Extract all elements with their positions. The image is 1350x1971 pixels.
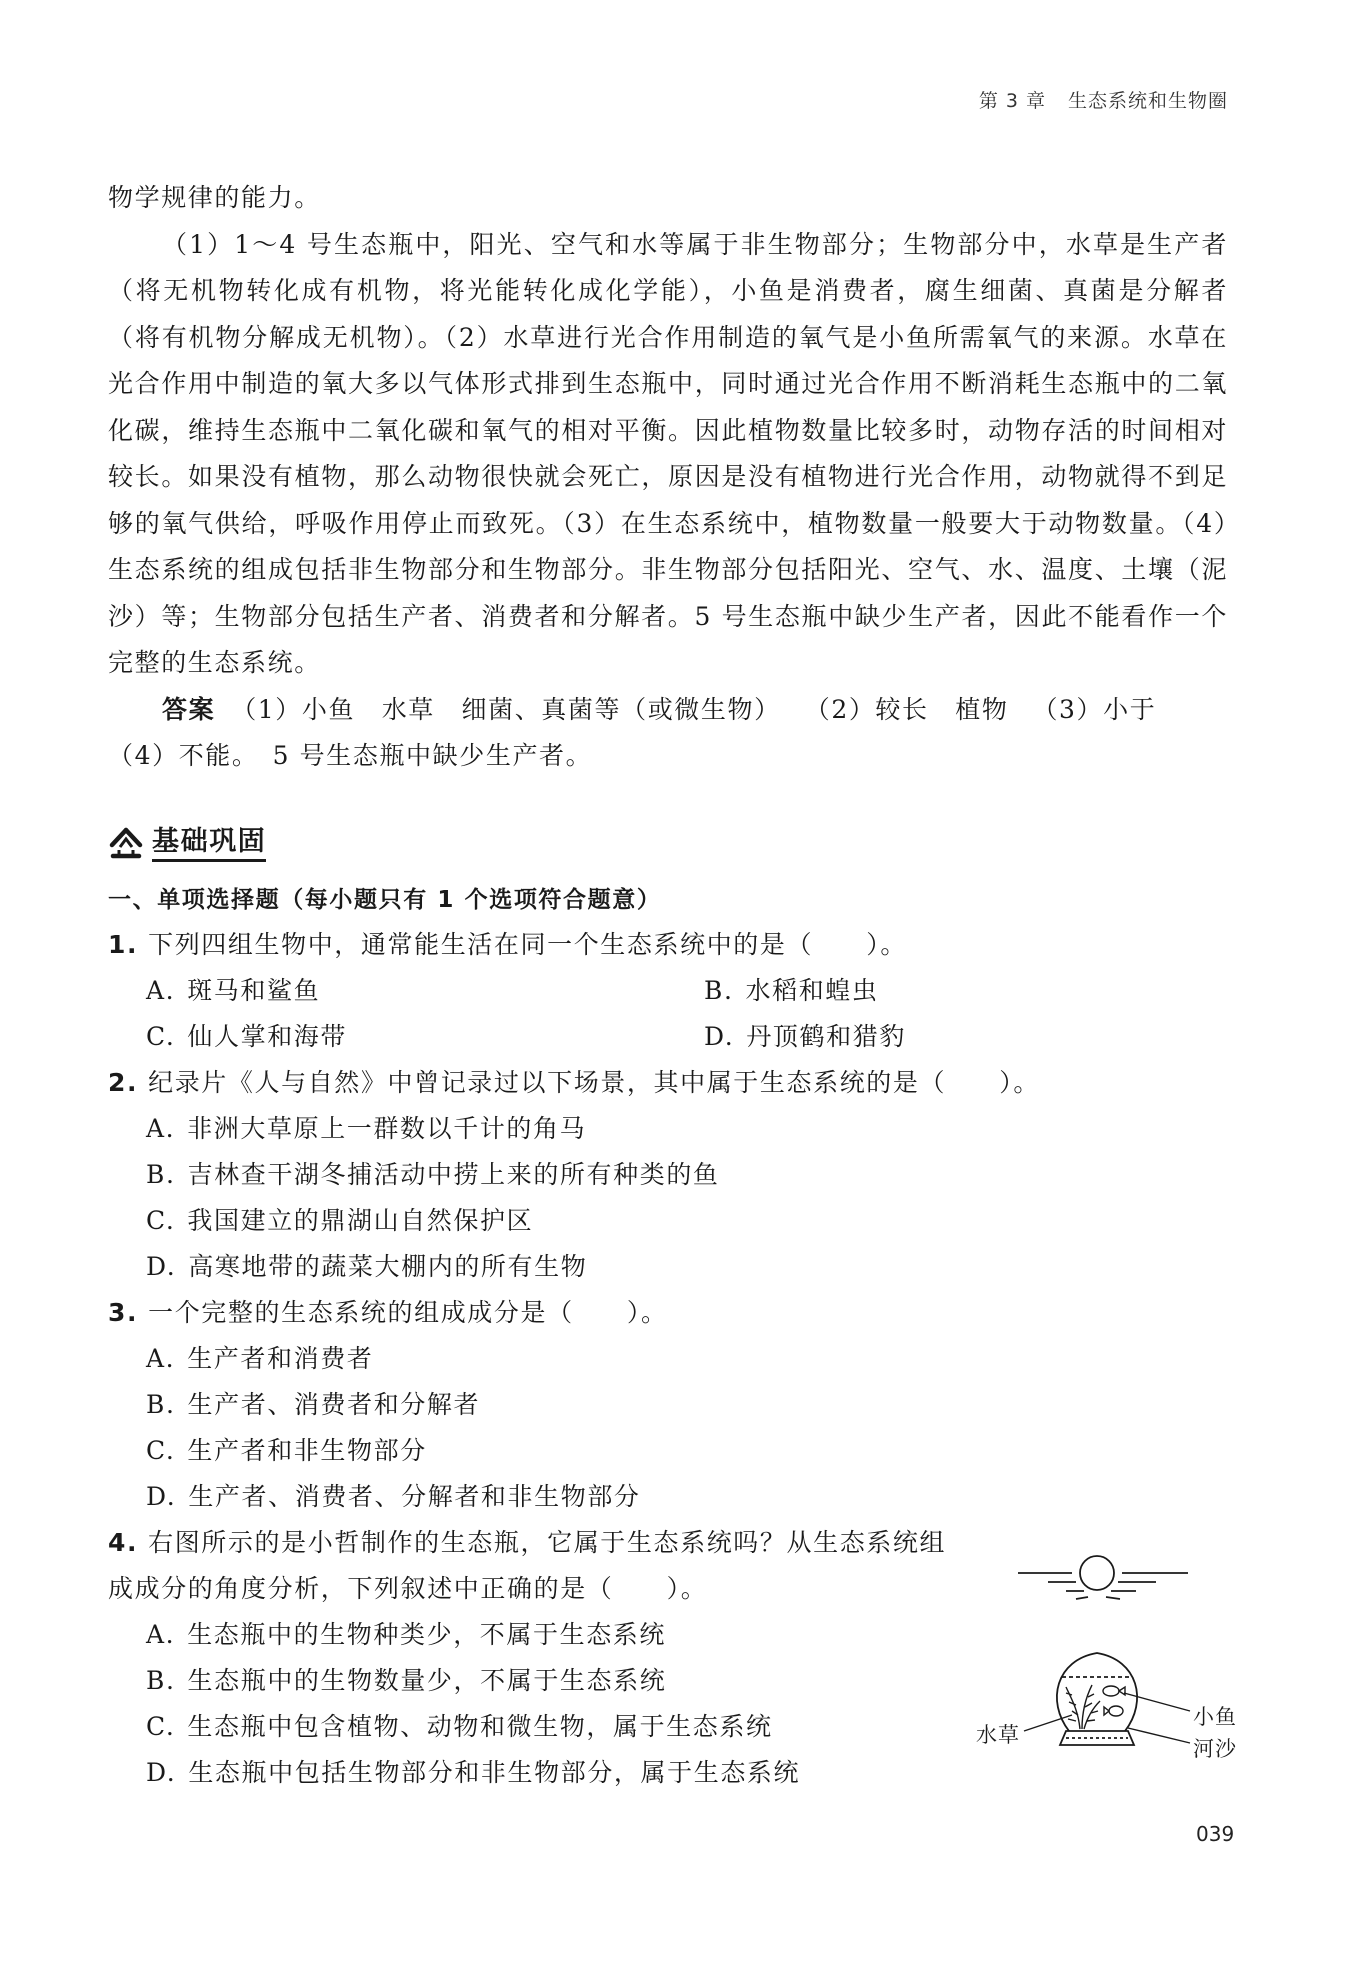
option-d[interactable]: D. 生产者、消费者、分解者和非生物部分: [146, 1481, 641, 1511]
options: [108, 968, 1228, 1060]
answer-part-2: （2）较长 植物: [804, 694, 1009, 724]
option-a[interactable]: A. 生产者和消费者: [146, 1343, 374, 1373]
section-title: 基础巩固: [152, 825, 266, 862]
question-1: [108, 922, 1228, 1060]
grass-pointer: [1024, 1715, 1072, 1731]
question-text: 右图所示的是小哲制作的生态瓶，它属于生态系统吗？从生态系统组成成分的角度分析，下列叙述中正确的是（ ）。: [108, 1527, 947, 1603]
question-stem: [108, 1520, 968, 1612]
option-d[interactable]: D. 丹顶鹤和猎豹: [704, 1021, 906, 1051]
chapter-title: 生态系统和生物圈: [1067, 90, 1228, 112]
option-c[interactable]: C. 生产者和非生物部分: [146, 1435, 427, 1465]
fish-pointer: [1124, 1693, 1190, 1711]
analysis-paragraph: （1）1～4 号生态瓶中，阳光、空气和水等属于非生物部分；生物部分中，水草是生产者（将无机物转化成有机物，将光能转化成化学能），小鱼是消费者，腐生细菌、真菌是分解者（将有机物分解成无机物）。（2）水草进行光合作用制造的氧气是小鱼所需氧气的来源。水草在光合作用中制造的氧大多以气体形式排到生态瓶中，同时通过光合作用不断消耗生态瓶中的二氧化碳，维持生态瓶中二氧化碳和氧气的相对平衡。因此植物数量比较多时，动物存活的时间相对较长。如果没有植物，那么动物很快就会死亡，原因是没有植物进行光合作用，动物就得不到足够的氧气供给，呼吸作用停止而致死。（3）在生态系统中，植物数量一般要大于动物数量。（4）生态系统的组成包括非生物部分和生物部分。非生物部分包括阳光、空气、水、温度、土壤（泥沙）等；生物部分包括生产者、消费者和分解者。5 号生态瓶中缺少生产者，因此不能看作一个完整的生态系统。: [108, 229, 1228, 677]
option-d[interactable]: D. 高寒地带的蔬菜大棚内的所有生物: [146, 1251, 588, 1281]
option-a[interactable]: A. 生态瓶中的生物种类少，不属于生态系统: [146, 1619, 667, 1649]
option-a[interactable]: A. 非洲大草原上一群数以千计的角马: [146, 1113, 587, 1143]
option-d[interactable]: D. 生态瓶中包括生物部分和非生物部分，属于生态系统: [146, 1757, 801, 1787]
analysis-paragraph-continuation: 物学规律的能力。: [108, 183, 321, 212]
sand-pointer: [1128, 1728, 1190, 1743]
option-b[interactable]: B. 吉林查干湖冬捕活动中捞上来的所有种类的鱼: [146, 1159, 720, 1189]
option-b[interactable]: B. 水稻和蝗虫: [704, 975, 879, 1005]
question-number: 1.: [108, 929, 139, 959]
question-stem: [108, 1290, 1228, 1336]
question-stem: [108, 1060, 1228, 1106]
question-number: 3.: [108, 1297, 139, 1327]
label-small-fish: 小鱼: [1193, 1705, 1237, 1729]
option-a[interactable]: A. 斑马和鲨鱼: [146, 975, 321, 1005]
option-c[interactable]: C. 仙人掌和海带: [146, 1021, 347, 1051]
section-logo-icon: [108, 827, 144, 861]
eco-bottle-figure: [968, 1535, 1243, 1795]
answer-block: [108, 687, 1228, 780]
answer-part-3: （3）小于: [1032, 694, 1157, 724]
label-water-grass: 水草: [976, 1723, 1020, 1747]
fish-icon: [1103, 1686, 1125, 1716]
question-number: 4.: [108, 1527, 139, 1557]
sun-icon: [1018, 1556, 1188, 1599]
label-river-sand: 河沙: [1193, 1737, 1237, 1761]
question-text: 一个完整的生态系统的组成成分是（ ）。: [148, 1297, 668, 1327]
chapter-number: 第 3 章: [978, 90, 1046, 112]
options: [108, 1106, 1228, 1290]
page-number: 039: [1196, 1822, 1235, 1846]
water-grass-icon: [1066, 1685, 1100, 1729]
question-2: [108, 1060, 1228, 1290]
option-b[interactable]: B. 生态瓶中的生物数量少，不属于生态系统: [146, 1665, 667, 1695]
question-text: 纪录片《人与自然》中曾记录过以下场景，其中属于生态系统的是（ ）。: [148, 1067, 1040, 1097]
bottle-icon: [1057, 1653, 1137, 1745]
option-b[interactable]: B. 生产者、消费者和分解者: [146, 1389, 481, 1419]
options: [108, 1336, 1228, 1520]
page-header: [979, 86, 1228, 113]
answer-part-4: （4）不能。 5 号生态瓶中缺少生产者。: [108, 741, 593, 770]
question-text: 下列四组生物中，通常能生活在同一个生态系统中的是（ ）。: [148, 929, 907, 959]
option-c[interactable]: C. 我国建立的鼎湖山自然保护区: [146, 1205, 534, 1235]
section-heading: [108, 818, 1228, 870]
question-number: 2.: [108, 1067, 139, 1097]
answer-label: 答案: [162, 694, 216, 724]
subsection-title: 一、单项选择题（每小题只有 1 个选项符合题意）: [108, 886, 662, 913]
option-c[interactable]: C. 生态瓶中包含植物、动物和微生物，属于生态系统: [146, 1711, 773, 1741]
answer-part-1: （1）小鱼 水草 细菌、真菌等（或微生物）: [231, 694, 781, 724]
question-stem: [108, 922, 1228, 968]
question-3: [108, 1290, 1228, 1520]
